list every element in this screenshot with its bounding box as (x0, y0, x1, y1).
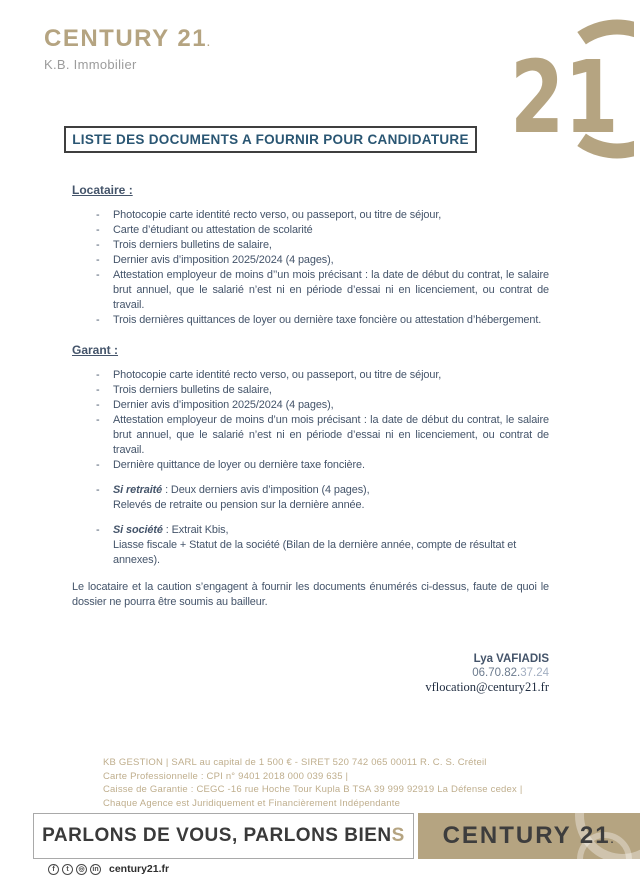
legal-block (103, 756, 523, 810)
slogan-box (33, 813, 414, 859)
list-item (96, 223, 549, 238)
agency-name: K.B. Immobilier (44, 57, 137, 72)
contact-phone (72, 666, 549, 680)
list-item-text: Si retraité : Deux derniers avis d’imposition (4 pages), Relevés de retraite ou pension sur la dernière année. (113, 484, 370, 511)
phone-part-light: 37.24 (520, 667, 549, 679)
facebook-icon: f (48, 864, 59, 875)
band-century21-block (418, 813, 640, 859)
section-heading-garant: Garant : (72, 343, 119, 357)
slogan-text: PARLONS DE VOUS, PARLONS BIEN (42, 825, 392, 846)
bullet-dash: - (96, 384, 100, 396)
list-item-text: Trois derniers bulletins de salaire, (113, 384, 272, 396)
century21-wordmark (44, 26, 211, 57)
document-title-box (64, 126, 477, 153)
condition-label: Si retraité (113, 484, 163, 496)
band-brand-text: CENTURY 21 (442, 822, 611, 849)
trademark-dot: . (610, 835, 616, 846)
list-item-text: Attestation employeur de moins d’’un mois précisant : la date de début du contrat, le salaire brut annuel, que le salarié n’est ni en période d’essai ni en licenciement, ou contrat de travail. (113, 269, 549, 311)
bullet-dash: - (96, 524, 100, 536)
contact-name: Lya VAFIADIS (473, 653, 549, 665)
brand-text: CENTURY 21 (44, 25, 208, 52)
slogan-accent: S (391, 825, 405, 846)
signature-block (72, 652, 549, 694)
bullet-dash: - (96, 254, 100, 266)
condition-label: Si société (113, 524, 163, 536)
list-item (96, 368, 549, 383)
list-item-text: Photocopie carte identité recto verso, ou passeport, ou titre de séjour, (113, 209, 442, 221)
list-item (96, 313, 549, 328)
band-century21-wordmark (443, 822, 616, 850)
bullet-dash: - (96, 239, 100, 251)
footer-band (33, 813, 640, 859)
list-item (96, 268, 549, 313)
list-item (96, 483, 549, 513)
list-item (96, 383, 549, 398)
century21-seal-icon (474, 4, 634, 174)
contact-email: vflocation@century21.fr (425, 680, 549, 694)
brand-block (44, 26, 211, 72)
list-item-text: Attestation employeur de moins d’un mois précisant : la date de début du contrat, le salaire brut annuel, que le salarié n’est ni en période d’essai ni en licenciement, ou contrat de travail. (113, 414, 549, 456)
website-text: century21.fr (109, 863, 170, 875)
closing-paragraph: Le locataire et la caution s’engagent à fournir les documents énumérés ci-dessus, faute de quoi le dossier ne pourra être soumis au bailleur. (72, 581, 549, 608)
bullet-dash: - (96, 209, 100, 221)
bullet-dash: - (96, 459, 100, 471)
document-title: LISTE DES DOCUMENTS A FOURNIR POUR CANDIDATURE (72, 132, 469, 147)
list-item-text: Dernier avis d’imposition 2025/2024 (4 pages), (113, 399, 334, 411)
garant-document-list (72, 368, 549, 473)
list-item (96, 208, 549, 223)
list-item (96, 413, 549, 458)
document-body (72, 183, 549, 694)
phone-part-dark: 06.70.82. (472, 667, 521, 679)
list-item-text: Si société : Extrait Kbis, Liasse fiscale + Statut de la société (Bilan de la dernière année, compte de résultat et annexes). (113, 524, 517, 566)
legal-line: Carte Professionnelle : CPI n° 9401 2018 000 039 635 | (103, 770, 349, 782)
seal-number: 21 (510, 40, 619, 157)
section-locataire (72, 183, 549, 328)
bullet-dash: - (96, 414, 100, 426)
linkedin-icon: in (90, 864, 101, 875)
list-item-text: Trois dernières quittances de loyer ou dernière taxe foncière ou attestation d’hébergement. (113, 314, 542, 326)
list-item (96, 398, 549, 413)
trademark-dot: . (207, 38, 212, 49)
bullet-dash: - (96, 369, 100, 381)
list-item-text: Trois derniers bulletins de salaire, (113, 239, 272, 251)
section-garant (72, 343, 549, 568)
section-heading-locataire: Locataire : (72, 183, 133, 197)
social-icons (48, 864, 104, 875)
list-item (96, 238, 549, 253)
list-item (96, 523, 549, 568)
bullet-dash: - (96, 224, 100, 236)
garant-special-list (72, 483, 549, 568)
legal-line: KB GESTION | SARL au capital de 1 500 € - SIRET 520 742 065 00011 R. C. S. Créteil (103, 757, 487, 768)
locataire-document-list (72, 208, 549, 328)
list-item (96, 253, 549, 268)
list-item-text: Carte d’étudiant ou attestation de scolarité (113, 224, 313, 236)
twitter-icon: t (62, 864, 73, 875)
bullet-dash: - (96, 269, 100, 281)
list-item-text: Photocopie carte identité recto verso, ou passeport, ou titre de séjour, (113, 369, 442, 381)
bullet-dash: - (96, 484, 100, 496)
instagram-icon: ◎ (76, 864, 87, 875)
list-item-text: Dernier avis d’imposition 2025/2024 (4 pages), (113, 254, 334, 266)
list-item-text: Dernière quittance de loyer ou dernière taxe foncière. (113, 459, 365, 471)
legal-line: Chaque Agence est Juridiquement et Financièrement Indépendante (103, 797, 401, 809)
bullet-dash: - (96, 314, 100, 326)
social-row (48, 863, 169, 875)
legal-line: Caisse de Garantie : CEGC -16 rue Hoche Tour Kupla B TSA 39 999 92919 La Défense cedex | (103, 784, 523, 795)
list-item (96, 458, 549, 473)
bullet-dash: - (96, 399, 100, 411)
